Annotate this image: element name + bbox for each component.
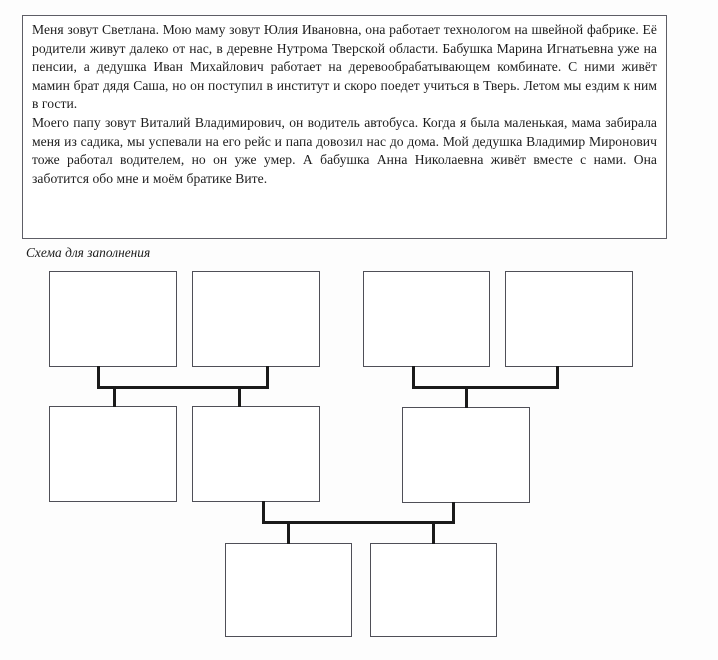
scheme-box-child-1[interactable] xyxy=(225,543,352,637)
scheme-box-parent-sibling-1[interactable] xyxy=(49,406,177,502)
passage-paragraph-1: Меня зовут Светлана. Мою маму зовут Юлия Ивановна, она работает технологом на швейной фабрике. Её родители живут далеко от нас, в деревне Нутрома Тверской области. Бабушка Марина Игнатьевна уже на пенсии, а дедушка Иван Михайлович работает на деревообрабатывающем комбинате. С ними живёт мамин брат дядя Саша, но он поступил в институт и скоро поедет учиться в Тверь. Летом мы ездим к ним в гости. xyxy=(32,22,657,112)
scheme-box-parent-2[interactable] xyxy=(402,407,530,503)
connector-gp3-drop xyxy=(412,366,415,388)
connector-to-child-1 xyxy=(287,521,290,544)
scheme-box-grandparent-4[interactable] xyxy=(505,271,633,367)
scheme-box-grandparent-1[interactable] xyxy=(49,271,177,367)
connector-to-parent-sibling-1 xyxy=(113,386,116,407)
scheme-box-parent-1[interactable] xyxy=(192,406,320,502)
connector-to-parent-1 xyxy=(238,386,241,407)
scheme-box-grandparent-2[interactable] xyxy=(192,271,320,367)
connector-to-child-2 xyxy=(432,521,435,544)
connector-parent-couple-bar xyxy=(262,521,455,524)
connector-gp1-drop xyxy=(97,366,100,388)
passage-paragraph-2: Моего папу зовут Виталий Владимирович, он водитель автобуса. Когда я была маленькая, мама забирала меня из садика, мы успевали на его рейс и папа довозил нас до дома. Мой дедушка Владимир Миронович тоже работал водителем, но он уже умер. А бабушка Анна Николаевна живёт вместе с нами. Она заботится обо мне и моём братике Вите. xyxy=(32,114,657,186)
connector-gp4-drop xyxy=(556,366,559,388)
connector-parent1-drop xyxy=(262,501,265,523)
scheme-box-child-2[interactable] xyxy=(370,543,497,637)
connector-left-couple-bar xyxy=(97,386,269,389)
connector-gp2-drop xyxy=(266,366,269,388)
scheme-caption: Схема для заполнения xyxy=(26,245,151,260)
scheme-box-grandparent-3[interactable] xyxy=(363,271,490,367)
connector-to-parent-2 xyxy=(465,386,468,408)
connector-right-couple-bar xyxy=(412,386,559,389)
connector-parent2-drop xyxy=(452,502,455,523)
